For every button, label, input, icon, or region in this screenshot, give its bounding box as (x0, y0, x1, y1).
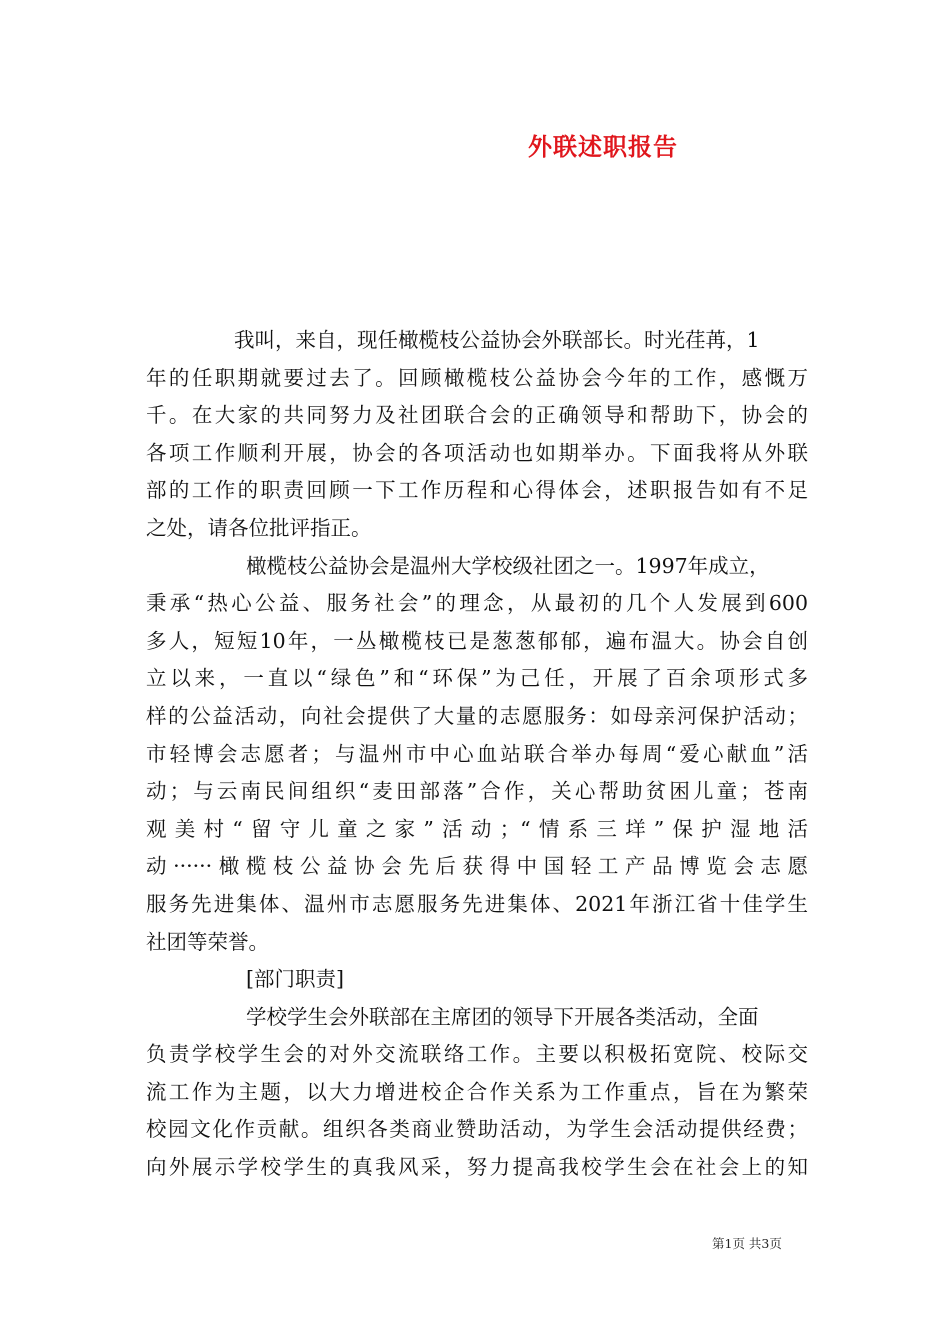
text-line: 动；与云南民间组织“麦田部落”合作，关心帮助贫困儿童；苍南 (146, 779, 808, 804)
text-line: 千。在大家的共同努力及社团联合会的正确领导和帮助下，协会的 (146, 403, 808, 428)
document-body (146, 322, 808, 1187)
text-line: 流工作为主题，以大力增进校企合作关系为工作重点，旨在为繁荣 (146, 1079, 808, 1104)
document-title: 外联述职报告 (528, 132, 678, 161)
text-line: 向外展示学校学生的真我风采，努力提高我校学生会在社会上的知 (146, 1155, 808, 1180)
text-line: 多人，短短10年，一丛橄榄枝已是葱葱郁郁，遍布温大。协会自创 (146, 628, 808, 653)
text-line: 负责学校学生会的对外交流联络工作。主要以积极拓宽院、校际交 (146, 1042, 808, 1067)
text-line: 部的工作的职责回顾一下工作历程和心得体会，述职报告如有不足 (146, 478, 808, 503)
text-line: [部门职责] (246, 967, 344, 992)
text-line: 社团等荣誉。 (146, 929, 269, 954)
text-line: 校园文化作贡献。组织各类商业赞助活动，为学生会活动提供经费； (146, 1117, 808, 1142)
text-line: 服务先进集体、温州市志愿服务先进集体、2021年浙江省十佳学生 (146, 891, 808, 916)
text-line: 之处，请各位批评指正。 (146, 515, 372, 540)
text-line: 样的公益活动，向社会提供了大量的志愿服务：如母亲河保护活动； (146, 703, 808, 728)
text-line: 观美村“留守儿童之家”活动；“情系三垟”保护湿地活 (146, 816, 808, 841)
text-line: 立以来，一直以“绿色”和“环保”为己任，开展了百余项形式多 (146, 666, 808, 691)
section-heading-dept-duties (146, 961, 808, 999)
text-line: 各项工作顺利开展，协会的各项活动也如期举办。下面我将从外联 (146, 440, 808, 465)
text-line: 市轻博会志愿者；与温州市中心血站联合举办每周“爱心献血”活 (146, 741, 808, 766)
paragraph-dept-duties (146, 999, 808, 1187)
text-line: 橄榄枝公益协会是温州大学校级社团之一。1997年成立， (246, 553, 770, 578)
text-line: 秉承“热心公益、服务社会”的理念，从最初的几个人发展到600 (146, 591, 808, 616)
text-line: 动······橄榄枝公益协会先后获得中国轻工产品博览会志愿 (146, 854, 808, 879)
paragraph-intro (146, 322, 808, 548)
text-line: 学校学生会外联部在主席团的领导下开展各类活动，全面 (246, 1004, 759, 1029)
text-line: 年的任职期就要过去了。回顾橄榄枝公益协会今年的工作，感慨万 (146, 365, 808, 390)
page-number-footer: 第1页 共3页 (712, 1236, 782, 1251)
paragraph-association (146, 548, 808, 962)
text-line: 我叫，来自，现任橄榄枝公益协会外联部长。时光荏苒，1 (234, 328, 760, 352)
